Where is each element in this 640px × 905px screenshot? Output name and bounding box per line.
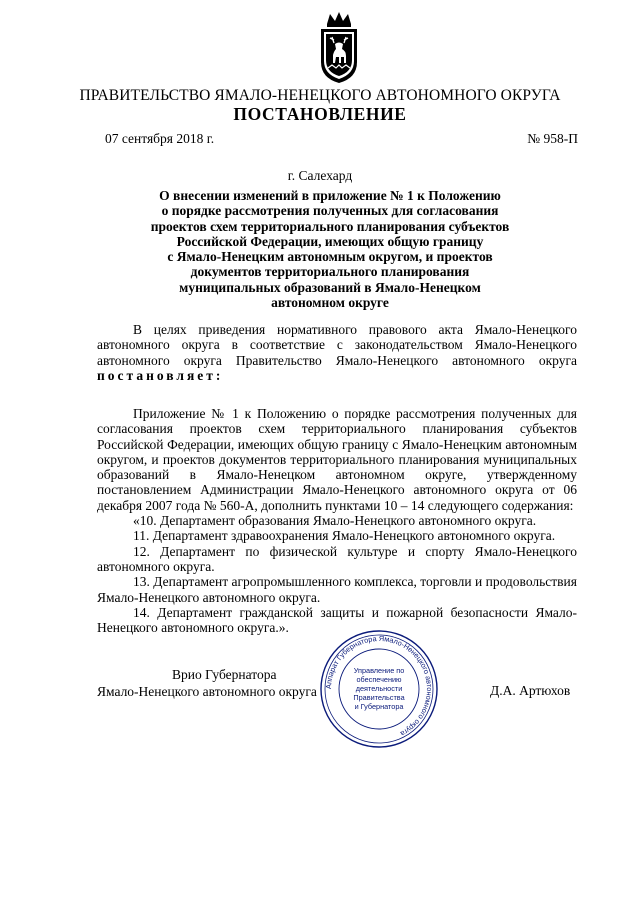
heading-line: автономном округе bbox=[271, 295, 389, 311]
official-stamp bbox=[318, 628, 440, 750]
signatory-title-line: Ямало-Ненецкого автономного округа bbox=[97, 684, 317, 699]
heading-line: документов территориального планирования bbox=[190, 264, 470, 280]
list-item: 14. Департамент гражданской защиты и пожарной безопасности Ямало-Ненецкого автономного округа.». bbox=[97, 604, 577, 636]
stamp-line: Управление по bbox=[353, 666, 405, 675]
coat-of-arms-icon bbox=[315, 10, 363, 84]
heading-line: проектов схем территориального планирования субъектов bbox=[150, 218, 510, 234]
list-item: 12. Департамент по физической культуре и спорту Ямало-Ненецкого автономного округа. bbox=[97, 543, 577, 574]
document-date: 07 сентября 2018 г. bbox=[105, 131, 215, 146]
stamp-line: и Губернатора bbox=[354, 702, 404, 711]
heading-line: Российской Федерации, имеющих общую границу bbox=[176, 233, 484, 249]
document-city: г. Салехард bbox=[287, 168, 353, 183]
signatory-title bbox=[97, 666, 344, 700]
document-type: ПОСТАНОВЛЕНИЕ bbox=[233, 104, 407, 124]
heading-line: О внесении изменений в приложение № 1 к Положению bbox=[159, 188, 501, 203]
stamp-line: Правительства bbox=[353, 693, 405, 702]
main-section bbox=[97, 406, 577, 635]
preamble-paragraph bbox=[97, 322, 577, 383]
decree-word: постановляет: bbox=[97, 367, 224, 383]
heading-line: с Ямало-Ненецким автономным округом, и проектов bbox=[167, 249, 493, 265]
signatory-name: Д.А. Артюхов bbox=[490, 683, 571, 698]
stamp-line: обеспечению bbox=[356, 675, 402, 684]
document-heading bbox=[120, 188, 540, 310]
list-item: «10. Департамент образования Ямало-Ненецкого автономного округа. bbox=[133, 513, 537, 529]
stamp-ring-text: Аппарат Губернатора Ямало-Ненецкого автономного округа bbox=[323, 633, 435, 739]
stamp-line: деятельности bbox=[355, 684, 403, 693]
government-title: ПРАВИТЕЛЬСТВО ЯМАЛО-НЕНЕЦКОГО АВТОНОМНОГО ОКРУГА bbox=[79, 87, 561, 104]
signatory-title-line: Врио Губернатора bbox=[172, 667, 277, 682]
heading-line: о порядке рассмотрения полученных для согласования bbox=[161, 203, 499, 219]
list-item: 11. Департамент здравоохранения Ямало-Ненецкого автономного округа. bbox=[133, 528, 556, 544]
heading-line: муниципальных образований в Ямало-Ненецком bbox=[179, 279, 481, 295]
preamble-text: В целях приведения нормативного правового акта Ямало-Ненецкого автономного округа в соответствие с законодательством Ямало-Ненецкого автономного округа Правительство Ямало-Ненецкого автономного округа bbox=[97, 322, 577, 368]
main-paragraph: Приложение № 1 к Положению о порядке рассмотрения полученных для согласования проектов схем территориального планирования субъектов Российской Федерации, имеющих общую границу с Ямало-Ненецким автономным округом, и проектов документов территориального планирования муниципальных образований в Ямало-Ненецком автономном округе, утвержденному постановлением Администрации Ямало-Ненецкого автономного округа от 06 декабря 2007 года № 560-А, дополнить пунктами 10 – 14 следующего содержания: bbox=[97, 406, 577, 513]
document-number: № 958-П bbox=[527, 131, 578, 146]
list-item: 13. Департамент агропромышленного комплекса, торговли и продовольствия Ямало-Ненецкого автономного округа. bbox=[97, 574, 577, 605]
